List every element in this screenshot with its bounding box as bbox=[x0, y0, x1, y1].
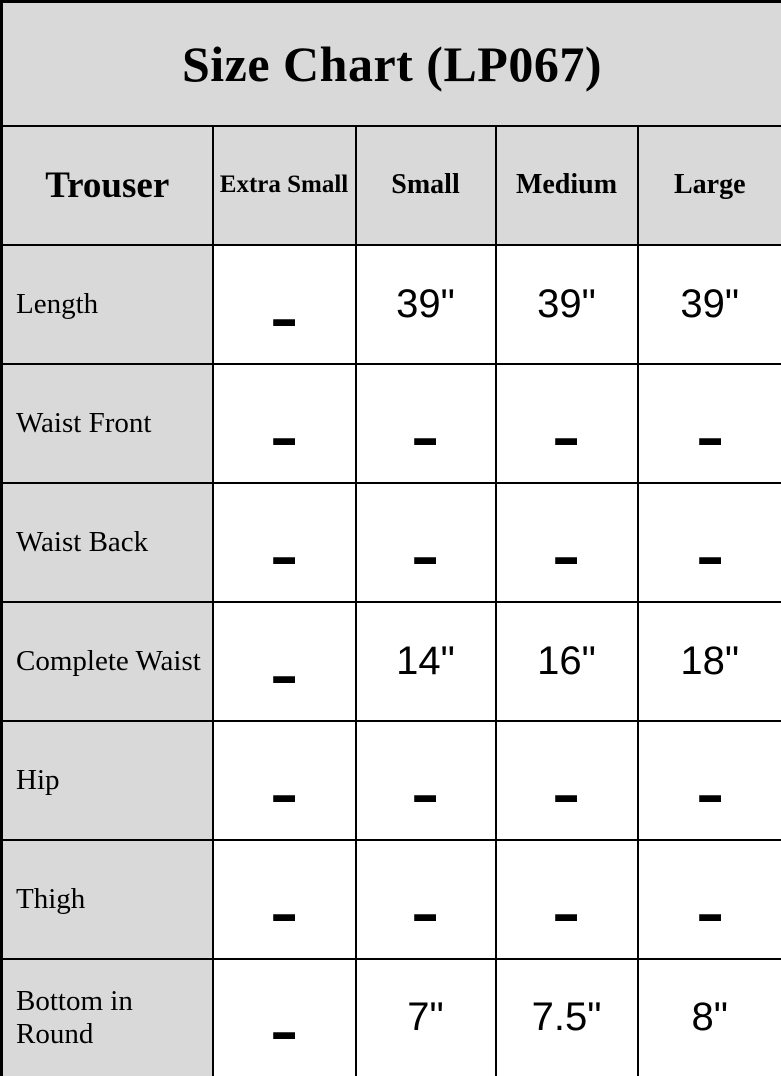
table-row-waist-front bbox=[2, 364, 781, 483]
value-cell: 39" bbox=[356, 245, 496, 364]
value-cell bbox=[638, 721, 781, 840]
value-cell bbox=[356, 483, 496, 602]
empty-value-dash: – bbox=[554, 399, 579, 475]
empty-value-dash: – bbox=[697, 756, 722, 832]
row-label-length: Length bbox=[2, 245, 213, 364]
empty-value-dash: – bbox=[413, 756, 438, 832]
empty-value-dash: – bbox=[271, 518, 297, 594]
value-cell bbox=[496, 840, 638, 959]
value-cell bbox=[356, 364, 496, 483]
column-header-trouser: Trouser bbox=[2, 126, 213, 245]
value-cell: 7" bbox=[356, 959, 496, 1076]
value-cell: 39" bbox=[638, 245, 781, 364]
empty-value-dash: – bbox=[413, 518, 438, 594]
row-label-bottom-in-round: Bottom in Round bbox=[2, 959, 213, 1076]
table-row-hip bbox=[2, 721, 781, 840]
table-row-thigh bbox=[2, 840, 781, 959]
value-cell bbox=[638, 840, 781, 959]
value-cell bbox=[638, 483, 781, 602]
value-cell: 39" bbox=[496, 245, 638, 364]
value-cell bbox=[213, 364, 356, 483]
column-header-large: Large bbox=[638, 126, 781, 245]
value-cell bbox=[213, 840, 356, 959]
row-label-hip: Hip bbox=[2, 721, 213, 840]
table-body bbox=[2, 245, 781, 1076]
value-cell bbox=[213, 483, 356, 602]
column-header-medium: Medium bbox=[496, 126, 638, 245]
table-row-bottom-in-round bbox=[2, 959, 781, 1076]
empty-value-dash: – bbox=[271, 280, 297, 356]
value-cell bbox=[356, 840, 496, 959]
empty-value-dash: – bbox=[271, 875, 297, 951]
value-cell bbox=[213, 959, 356, 1076]
empty-value-dash: – bbox=[697, 399, 722, 475]
value-cell bbox=[496, 483, 638, 602]
empty-value-dash: – bbox=[554, 875, 579, 951]
table-row-waist-back bbox=[2, 483, 781, 602]
empty-value-dash: – bbox=[413, 875, 438, 951]
title-row bbox=[2, 2, 781, 126]
empty-value-dash: – bbox=[554, 518, 579, 594]
header-row bbox=[2, 126, 781, 245]
empty-value-dash: – bbox=[271, 756, 297, 832]
empty-value-dash: – bbox=[413, 399, 438, 475]
value-cell: 18" bbox=[638, 602, 781, 721]
row-label-waist-front: Waist Front bbox=[2, 364, 213, 483]
value-cell bbox=[213, 721, 356, 840]
page-title: Size Chart (LP067) bbox=[2, 2, 781, 126]
value-cell bbox=[356, 721, 496, 840]
empty-value-dash: – bbox=[554, 756, 579, 832]
empty-value-dash: – bbox=[271, 399, 297, 475]
value-cell: 7.5" bbox=[496, 959, 638, 1076]
empty-value-dash: – bbox=[697, 875, 722, 951]
value-cell bbox=[496, 364, 638, 483]
empty-value-dash: – bbox=[697, 518, 722, 594]
column-header-extra-small: Extra Small bbox=[213, 126, 356, 245]
row-label-waist-back: Waist Back bbox=[2, 483, 213, 602]
row-label-complete-waist: Complete Waist bbox=[2, 602, 213, 721]
empty-value-dash: – bbox=[271, 637, 297, 713]
value-cell bbox=[213, 245, 356, 364]
row-label-thigh: Thigh bbox=[2, 840, 213, 959]
column-header-small: Small bbox=[356, 126, 496, 245]
value-cell bbox=[213, 602, 356, 721]
value-cell bbox=[496, 721, 638, 840]
value-cell bbox=[638, 364, 781, 483]
table-row-complete-waist bbox=[2, 602, 781, 721]
value-cell: 16" bbox=[496, 602, 638, 721]
empty-value-dash: – bbox=[271, 994, 297, 1070]
value-cell: 14" bbox=[356, 602, 496, 721]
table-row-length bbox=[2, 245, 781, 364]
value-cell: 8" bbox=[638, 959, 781, 1076]
